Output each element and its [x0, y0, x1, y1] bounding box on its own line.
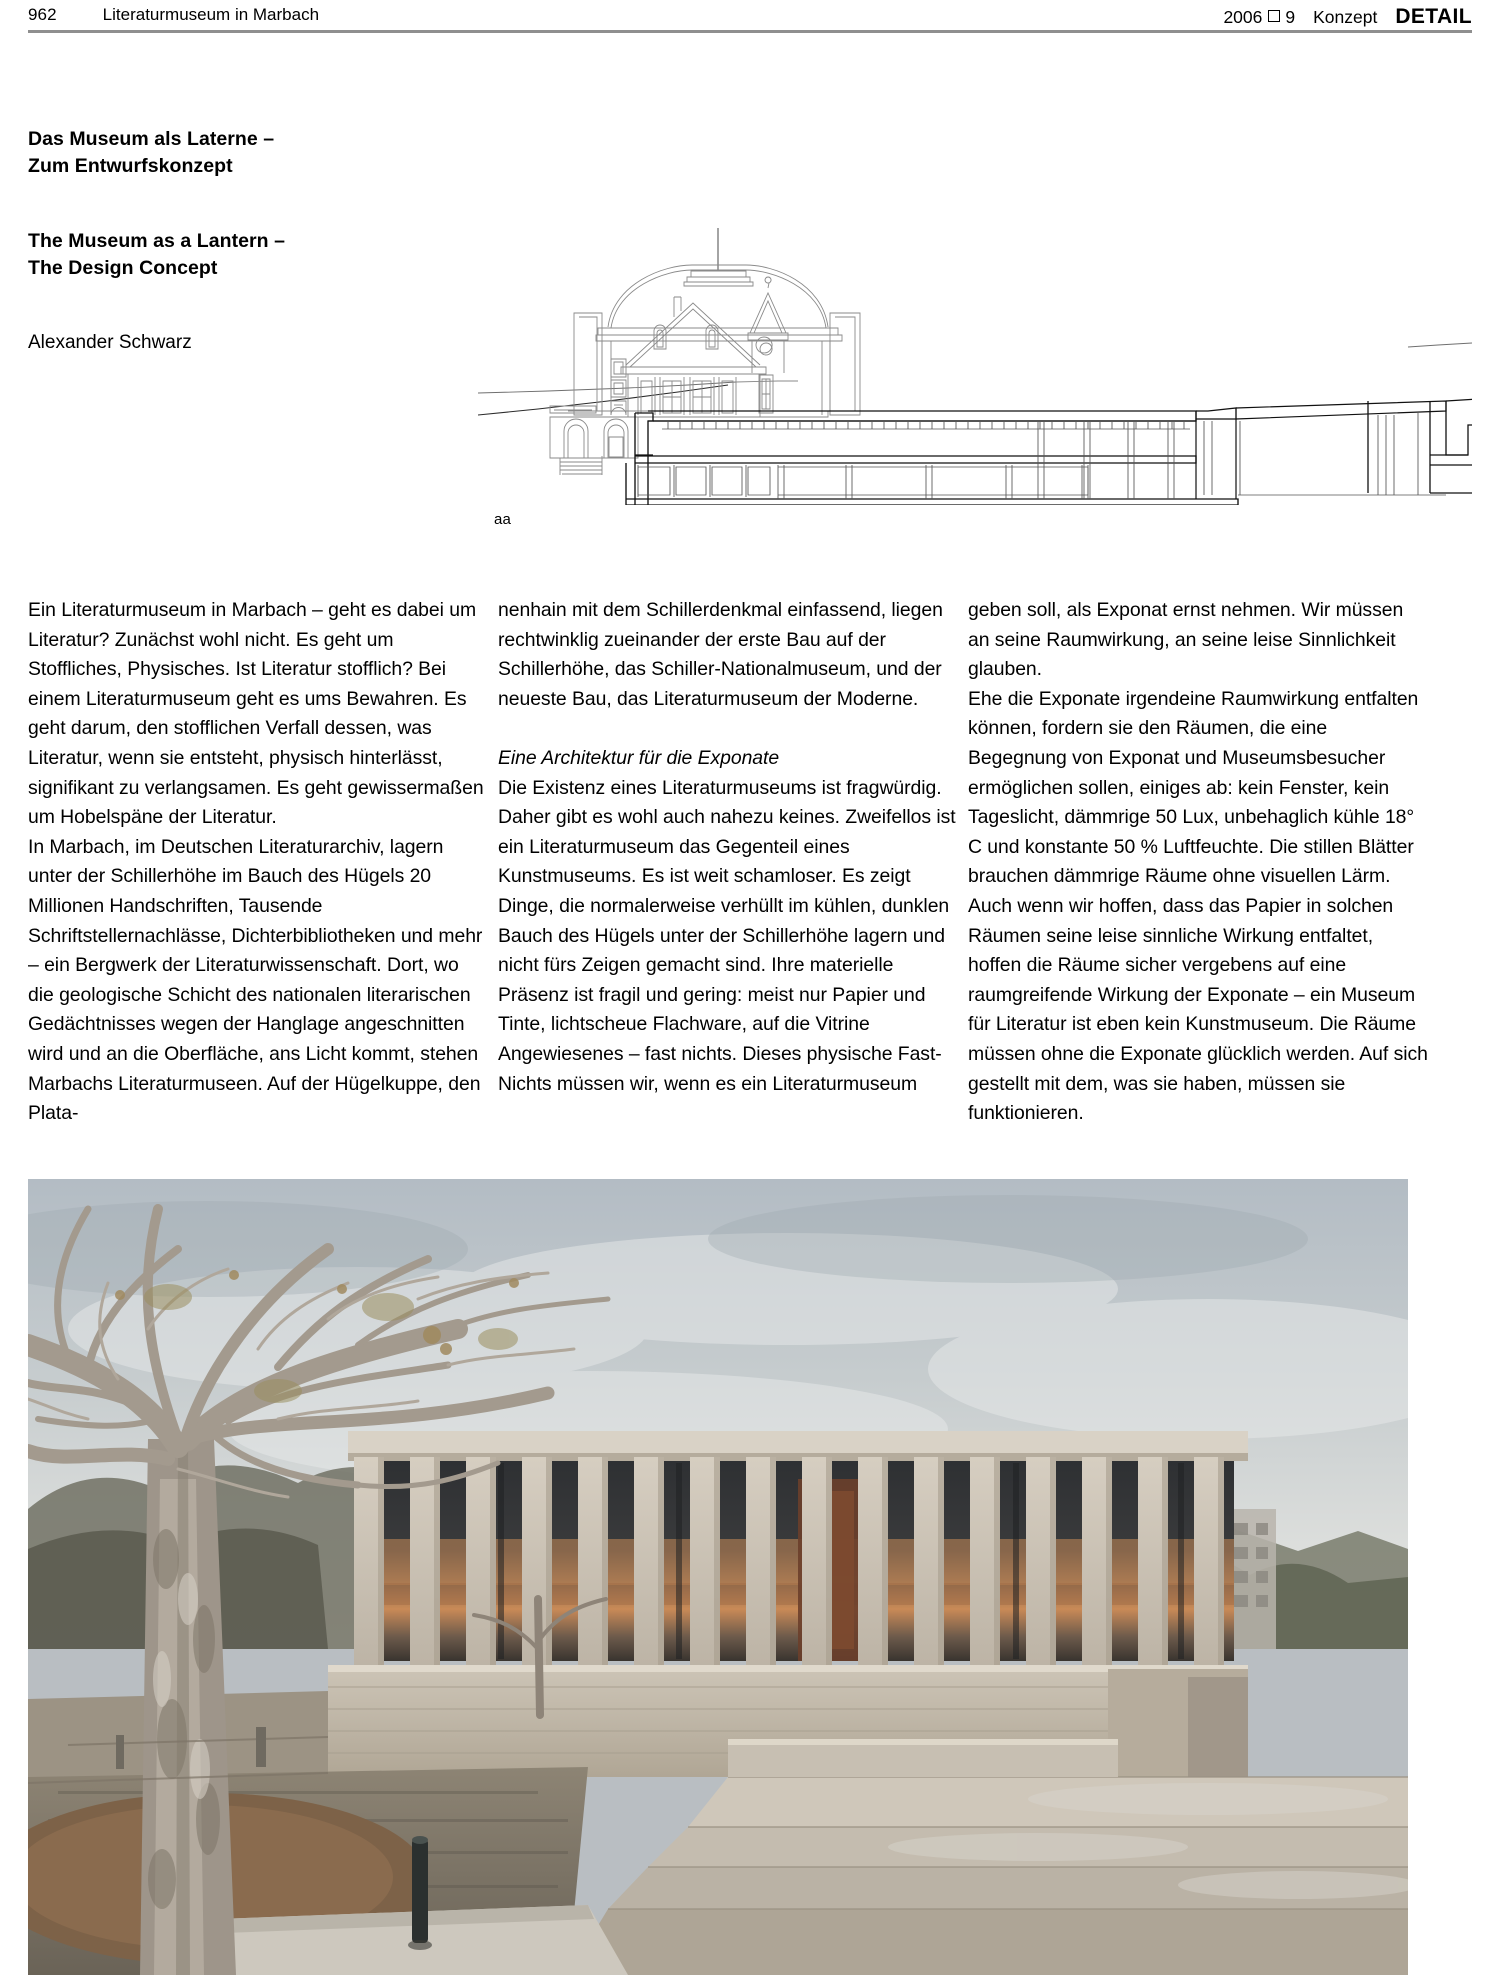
section-label: Konzept: [1313, 7, 1378, 27]
square-separator-icon: [1268, 9, 1280, 25]
paragraph: geben soll, als Exponat ernst nehmen. Wir müssen an seine Raumwirkung, an seine leise Sinnlichkeit glauben.: [968, 599, 1404, 681]
article-author: Alexander Schwarz: [28, 332, 192, 353]
paragraph: nenhain mit dem Schillerdenkmal einfassend, liegen rechtwinklig zueinander der erste Bau auf der Schillerhöhe, das Schiller-Nationalmuseum, und der neueste Bau, das Literaturmuseum der Moderne.: [498, 599, 943, 710]
column-2: [498, 596, 958, 1156]
header-rule: [28, 30, 1472, 33]
article-title-de: [28, 126, 458, 180]
article-title-en-line1: The Museum as a Lantern –: [28, 230, 285, 252]
article-title-de-line1: Das Museum als Laterne –: [28, 128, 275, 150]
subheading: Eine Architektur für die Exponate: [498, 746, 780, 769]
paragraph: Ehe die Exponate irgendeine Raumwirkung entfalten können, fordern sie den Räumen, die eine Begegnung von Exponat und Museumsbesucher ermöglichen sollen, einiges ab: kein Fenster, kein Tageslicht, dämmrige 50 Lux, unbehaglich kühle 18° C und konstante 50 % Luftfeuchte. Die stillen Blätter brauchen dämmrige Räume ohne visuellen Lärm. Auch wenn wir hoffen, dass das Papier in solchen Räumen seine leise sinnliche Wirkung entfaltet, hoffen die Räume sicher vergebens auf eine raumgreifende Wirkung der Exponate – ein Museum für Literatur ist eben kein Kunstmuseum. Die Räume müssen ohne die Exponate glücklich werden. Auf sich gestellt mit dem, was sie haben, müssen sie funktionieren.: [968, 687, 1428, 1125]
issue-number: 9: [1285, 7, 1296, 27]
running-head-title: Literaturmuseum in Marbach: [102, 5, 320, 24]
magazine-logo: DETAIL: [1395, 5, 1472, 28]
body-columns: [28, 596, 1472, 1156]
paragraph: Ein Literaturmuseum in Marbach – geht es dabei um Literatur? Zunächst wohl nicht. Es geht um Stoffliches, Physisches. Ist Literatur stofflich? Bei einem Literaturmuseum geht es ums Bewahren. Es geht darum, den stofflichen Verfall dessen, was Literatur, wenn sie entsteht, physisch hinterlässt, signifikant zu verlangsamen. Es geht gewissermaßen um Hobelspäne der Literatur.: [28, 599, 484, 829]
figure-caption: aa: [494, 511, 512, 528]
article-title-en: [28, 228, 458, 282]
running-head: [28, 0, 1472, 42]
section-aa-drawing: [478, 225, 1472, 505]
column-1: [28, 596, 488, 1156]
paragraph: Die Existenz eines Literaturmuseums ist fragwürdig. Daher gibt es wohl auch nahezu keines. Zweifellos ist ein Literaturmuseum das Gegenteil eines Kunstmuseums. Es ist weit schamloser. Es zeigt Dinge, die normalerweise verhüllt im kühlen, dunklen Bauch des Hügels unter der Schillerhöhe lagern und nicht fürs Zeigen gemacht sind. Ihre materielle Präsenz ist fragil und gering: meist nur Papier und Tinte, lichtscheue Flachware, auf die Vitrine Angewiesenes – fast nichts. Dieses physische Fast-Nichts müssen wir, wenn es ein Literaturmuseum: [498, 776, 956, 1095]
issue-year: 2006: [1223, 7, 1263, 27]
running-head-right: [1223, 5, 1472, 29]
running-head-left: [28, 5, 319, 25]
title-block: [28, 126, 458, 356]
article-title-en-line2: The Design Concept: [28, 257, 218, 279]
page-number: 962: [28, 5, 57, 24]
column-3: [968, 596, 1428, 1156]
article-title-de-line2: Zum Entwurfskonzept: [28, 155, 233, 177]
literaturmuseum-exterior-photo: [28, 1179, 1408, 1975]
paragraph: In Marbach, im Deutschen Literaturarchiv, lagern unter der Schillerhöhe im Bauch des Hügels 20 Millionen Handschriften, Tausende Schriftstellernachlässe, Dichterbibliotheken und mehr – ein Bergwerk der Literaturwissenschaft. Dort, wo die geologische Schicht des nationalen literarischen Gedächtnisses wegen der Hanglage angeschnitten wird und an die Oberfläche, ans Licht kommt, stehen Marbachs Literaturmuseen. Auf der Hügelkuppe, den Plata-: [28, 835, 483, 1125]
